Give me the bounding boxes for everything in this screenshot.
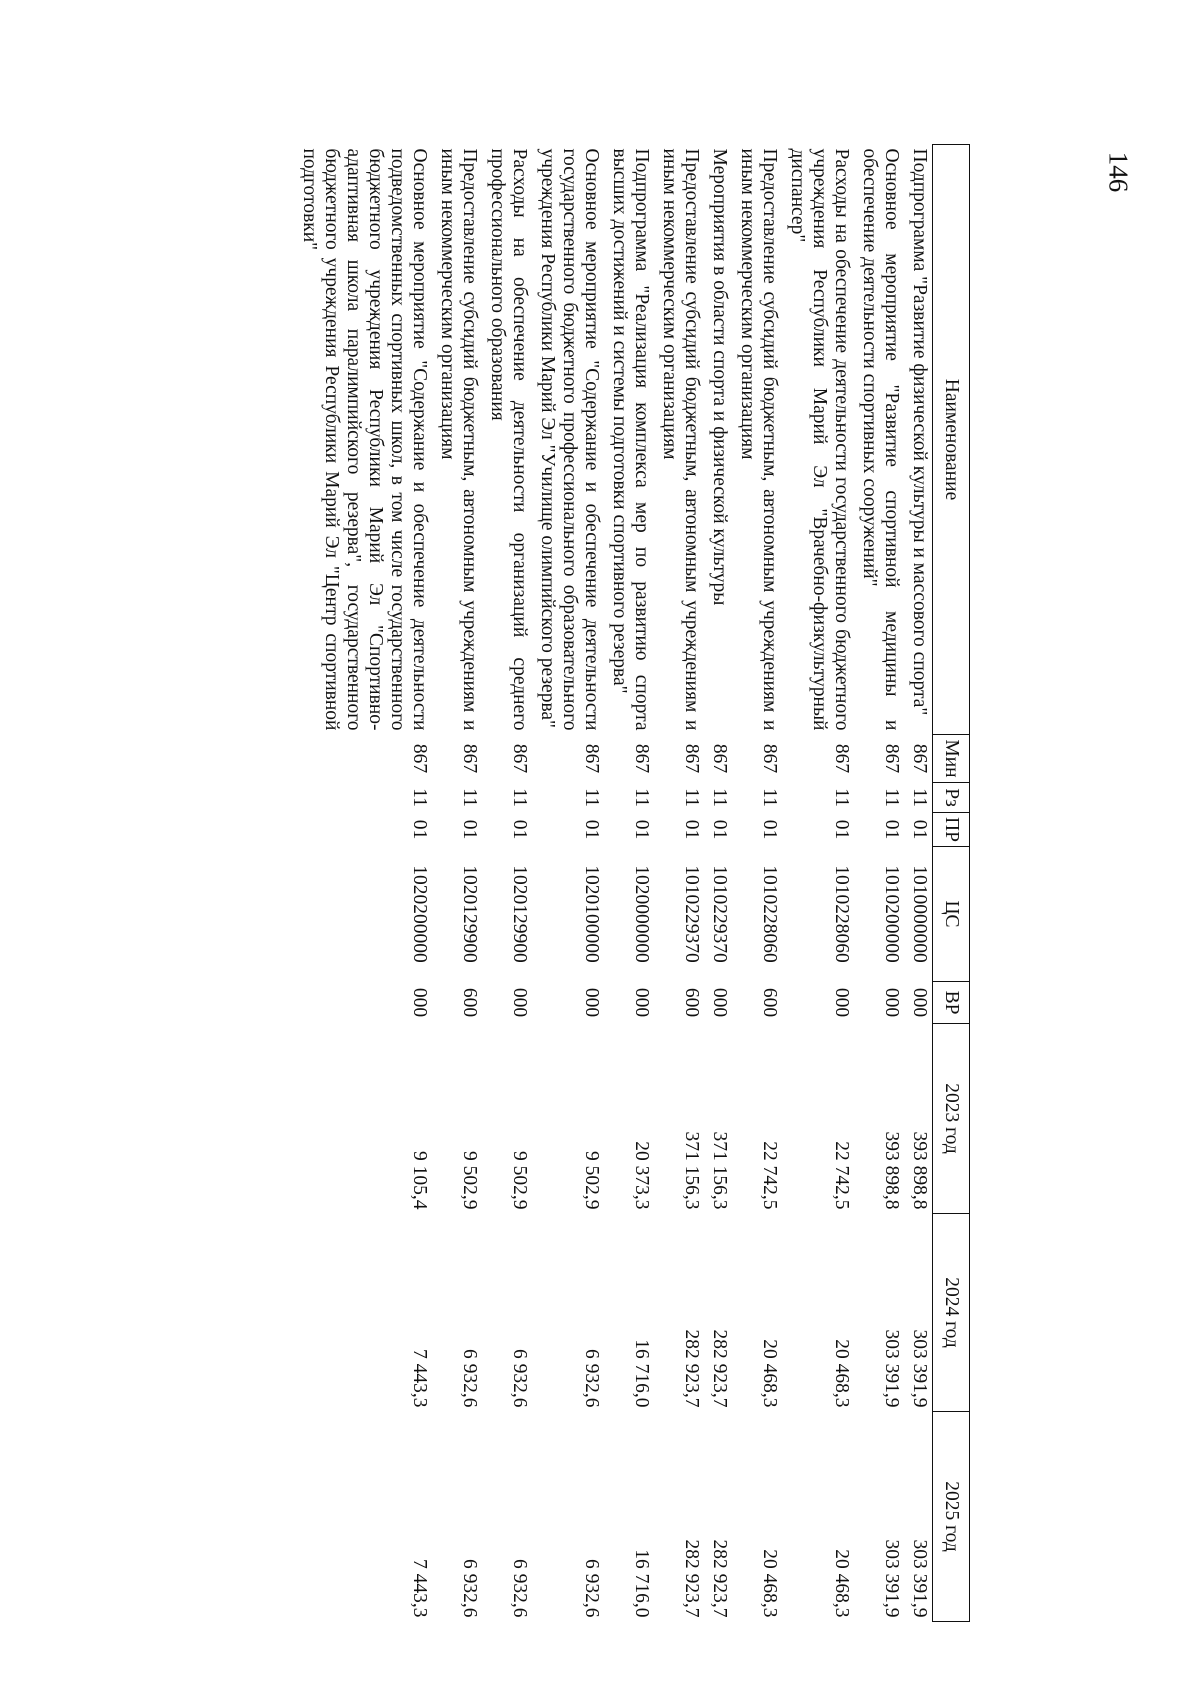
cell-vr: 000 [709, 987, 730, 1018]
cell-2023: 20 373,3 [631, 1141, 652, 1210]
cell-2024: 6 932,6 [509, 1349, 530, 1408]
header-pr: ПР [933, 813, 970, 847]
cell-min: 867 [759, 743, 780, 774]
cell-cs: 1020100000 [581, 865, 602, 963]
cell-vr: 600 [759, 987, 780, 1018]
cell-rz: 11 [759, 788, 780, 807]
cell-rz: 11 [831, 788, 852, 807]
cell-2023: 371 156,3 [681, 1131, 702, 1210]
cell-pr: 01 [631, 819, 652, 840]
page-number: 146 [1103, 151, 1134, 193]
cell-vr: 000 [409, 987, 430, 1018]
cell-2024: 16 716,0 [631, 1339, 652, 1408]
row-name: Предоставление субсидий бюджетным, автономным учреждениям и иным некоммерческим организациям [437, 148, 480, 731]
cell-min: 867 [881, 743, 902, 774]
cell-pr: 01 [409, 819, 430, 840]
table-row [782, 145, 854, 1622]
cell-2025: 282 923,7 [681, 1539, 702, 1618]
cell-2023: 9 502,9 [509, 1151, 530, 1210]
table-body [294, 145, 933, 1622]
cell-rz: 11 [409, 788, 430, 807]
table-header-row [933, 145, 970, 1622]
budget-table [294, 144, 970, 1622]
cell-pr: 01 [459, 819, 480, 840]
header-2024: 2024 год [933, 1214, 970, 1412]
cell-pr: 01 [909, 819, 930, 840]
cell-vr: 600 [681, 987, 702, 1018]
row-name: Основное мероприятие "Содержание и обеспечение деятельности государственного бюджетного профессионального образовательного учреждения Республики Марий Эл "Училище олимпийского резерва" [537, 148, 602, 731]
cell-2023: 9 105,4 [409, 1151, 430, 1210]
table-row [904, 145, 933, 1622]
row-name: Расходы на обеспечение деятельности организаций среднего профессионального образования [487, 148, 530, 731]
header-min: Мин [933, 735, 970, 783]
table-row [732, 145, 782, 1622]
cell-min: 867 [681, 743, 702, 774]
cell-pr: 01 [759, 819, 780, 840]
cell-2024: 20 468,3 [759, 1339, 780, 1408]
cell-min: 867 [909, 743, 930, 774]
cell-min: 867 [409, 743, 430, 774]
cell-pr: 01 [881, 819, 902, 840]
cell-2025: 7 443,3 [409, 1559, 430, 1618]
cell-2024: 6 932,6 [459, 1349, 480, 1408]
row-name: Мероприятия в области спорта и физической культуры [709, 148, 730, 606]
cell-pr: 01 [581, 819, 602, 840]
cell-rz: 11 [709, 788, 730, 807]
cell-2023: 9 502,9 [459, 1151, 480, 1210]
row-name: Предоставление субсидий бюджетным, автономным учреждениям и иным некоммерческим организациям [659, 148, 702, 731]
cell-min: 867 [831, 743, 852, 774]
cell-cs: 1020000000 [631, 865, 652, 963]
cell-2024: 303 391,9 [909, 1329, 930, 1408]
cell-2023: 393 898,8 [881, 1131, 902, 1210]
cell-vr: 000 [509, 987, 530, 1018]
cell-2025: 303 391,9 [881, 1539, 902, 1618]
cell-vr: 000 [631, 987, 652, 1018]
cell-2024: 20 468,3 [831, 1339, 852, 1408]
cell-cs: 1010000000 [909, 865, 930, 963]
cell-2024: 282 923,7 [709, 1329, 730, 1408]
cell-2025: 6 932,6 [459, 1559, 480, 1618]
table-row [704, 145, 732, 1622]
row-name: Предоставление субсидий бюджетным, автономным учреждениям и иным некоммерческим организациям [737, 148, 780, 731]
cell-2025: 20 468,3 [759, 1549, 780, 1618]
cell-2023: 22 742,5 [759, 1141, 780, 1210]
cell-cs: 1020200000 [409, 865, 430, 963]
table-row [854, 145, 904, 1622]
cell-min: 867 [459, 743, 480, 774]
cell-min: 867 [631, 743, 652, 774]
cell-vr: 000 [831, 987, 852, 1018]
cell-2024: 282 923,7 [681, 1329, 702, 1408]
row-name: Основное мероприятие "Содержание и обеспечение деятельности подведомственных спортивных школ, в том числе государственного бюджетного учреждения Республики Марий Эл "Спортивно-адаптивная школа паралимпийского резерва", государственного бюджетного учреждения Республики Марий Эл "Центр спортивной подготовки" [299, 148, 430, 731]
rotated-page-content [240, 144, 970, 1621]
cell-2023: 22 742,5 [831, 1141, 852, 1210]
cell-cs: 1010229370 [709, 865, 730, 963]
cell-min: 867 [581, 743, 602, 774]
cell-2025: 16 716,0 [631, 1549, 652, 1618]
header-2023: 2023 год [933, 1024, 970, 1214]
table-row [482, 145, 532, 1622]
cell-rz: 11 [631, 788, 652, 807]
row-name: Расходы на обеспечение деятельности государственного бюджетного учреждения Республики Марий Эл "Врачебно-физкультурный диспансер" [787, 148, 852, 731]
cell-pr: 01 [831, 819, 852, 840]
cell-2025: 282 923,7 [709, 1539, 730, 1618]
row-name: Основное мероприятие "Развитие спортивной медицины и обеспечение деятельности спортивных сооружений" [859, 148, 902, 731]
cell-cs: 1010228060 [831, 865, 852, 963]
header-rz: Рз [933, 783, 970, 813]
row-name: Подпрограмма "Развитие физической культуры и массового спорта" [909, 148, 930, 716]
table-row [432, 145, 482, 1622]
cell-rz: 11 [681, 788, 702, 807]
header-2025: 2025 год [933, 1412, 970, 1622]
cell-2023: 371 156,3 [709, 1131, 730, 1210]
cell-vr: 000 [881, 987, 902, 1018]
cell-cs: 1020129900 [459, 865, 480, 963]
cell-2024: 303 391,9 [881, 1329, 902, 1408]
cell-pr: 01 [509, 819, 530, 840]
cell-2024: 7 443,3 [409, 1349, 430, 1408]
header-cs: ЦС [933, 847, 970, 982]
table-row [604, 145, 654, 1622]
cell-2023: 393 898,8 [909, 1131, 930, 1210]
cell-rz: 11 [459, 788, 480, 807]
cell-cs: 1010228060 [759, 865, 780, 963]
cell-pr: 01 [681, 819, 702, 840]
cell-2025: 6 932,6 [509, 1559, 530, 1618]
cell-2023: 9 502,9 [581, 1151, 602, 1210]
cell-vr: 600 [459, 987, 480, 1018]
table-row [532, 145, 604, 1622]
cell-cs: 1010229370 [681, 865, 702, 963]
cell-rz: 11 [509, 788, 530, 807]
header-name: Наименование [933, 145, 970, 735]
cell-rz: 11 [581, 788, 602, 807]
cell-pr: 01 [709, 819, 730, 840]
cell-min: 867 [709, 743, 730, 774]
cell-cs: 1010200000 [881, 865, 902, 963]
cell-2024: 6 932,6 [581, 1349, 602, 1408]
cell-rz: 11 [881, 788, 902, 807]
cell-min: 867 [509, 743, 530, 774]
row-name: Подпрограмма "Реализация комплекса мер по развитию спорта высших достижений и системы подготовки спортивного резерва" [609, 148, 652, 731]
cell-2025: 6 932,6 [581, 1559, 602, 1618]
table-row [654, 145, 704, 1622]
cell-2025: 303 391,9 [909, 1539, 930, 1618]
table-row [294, 145, 432, 1622]
header-vr: ВР [933, 982, 970, 1024]
cell-vr: 000 [909, 987, 930, 1018]
cell-2025: 20 468,3 [831, 1549, 852, 1618]
cell-rz: 11 [909, 788, 930, 807]
cell-cs: 1020129900 [509, 865, 530, 963]
cell-vr: 000 [581, 987, 602, 1018]
